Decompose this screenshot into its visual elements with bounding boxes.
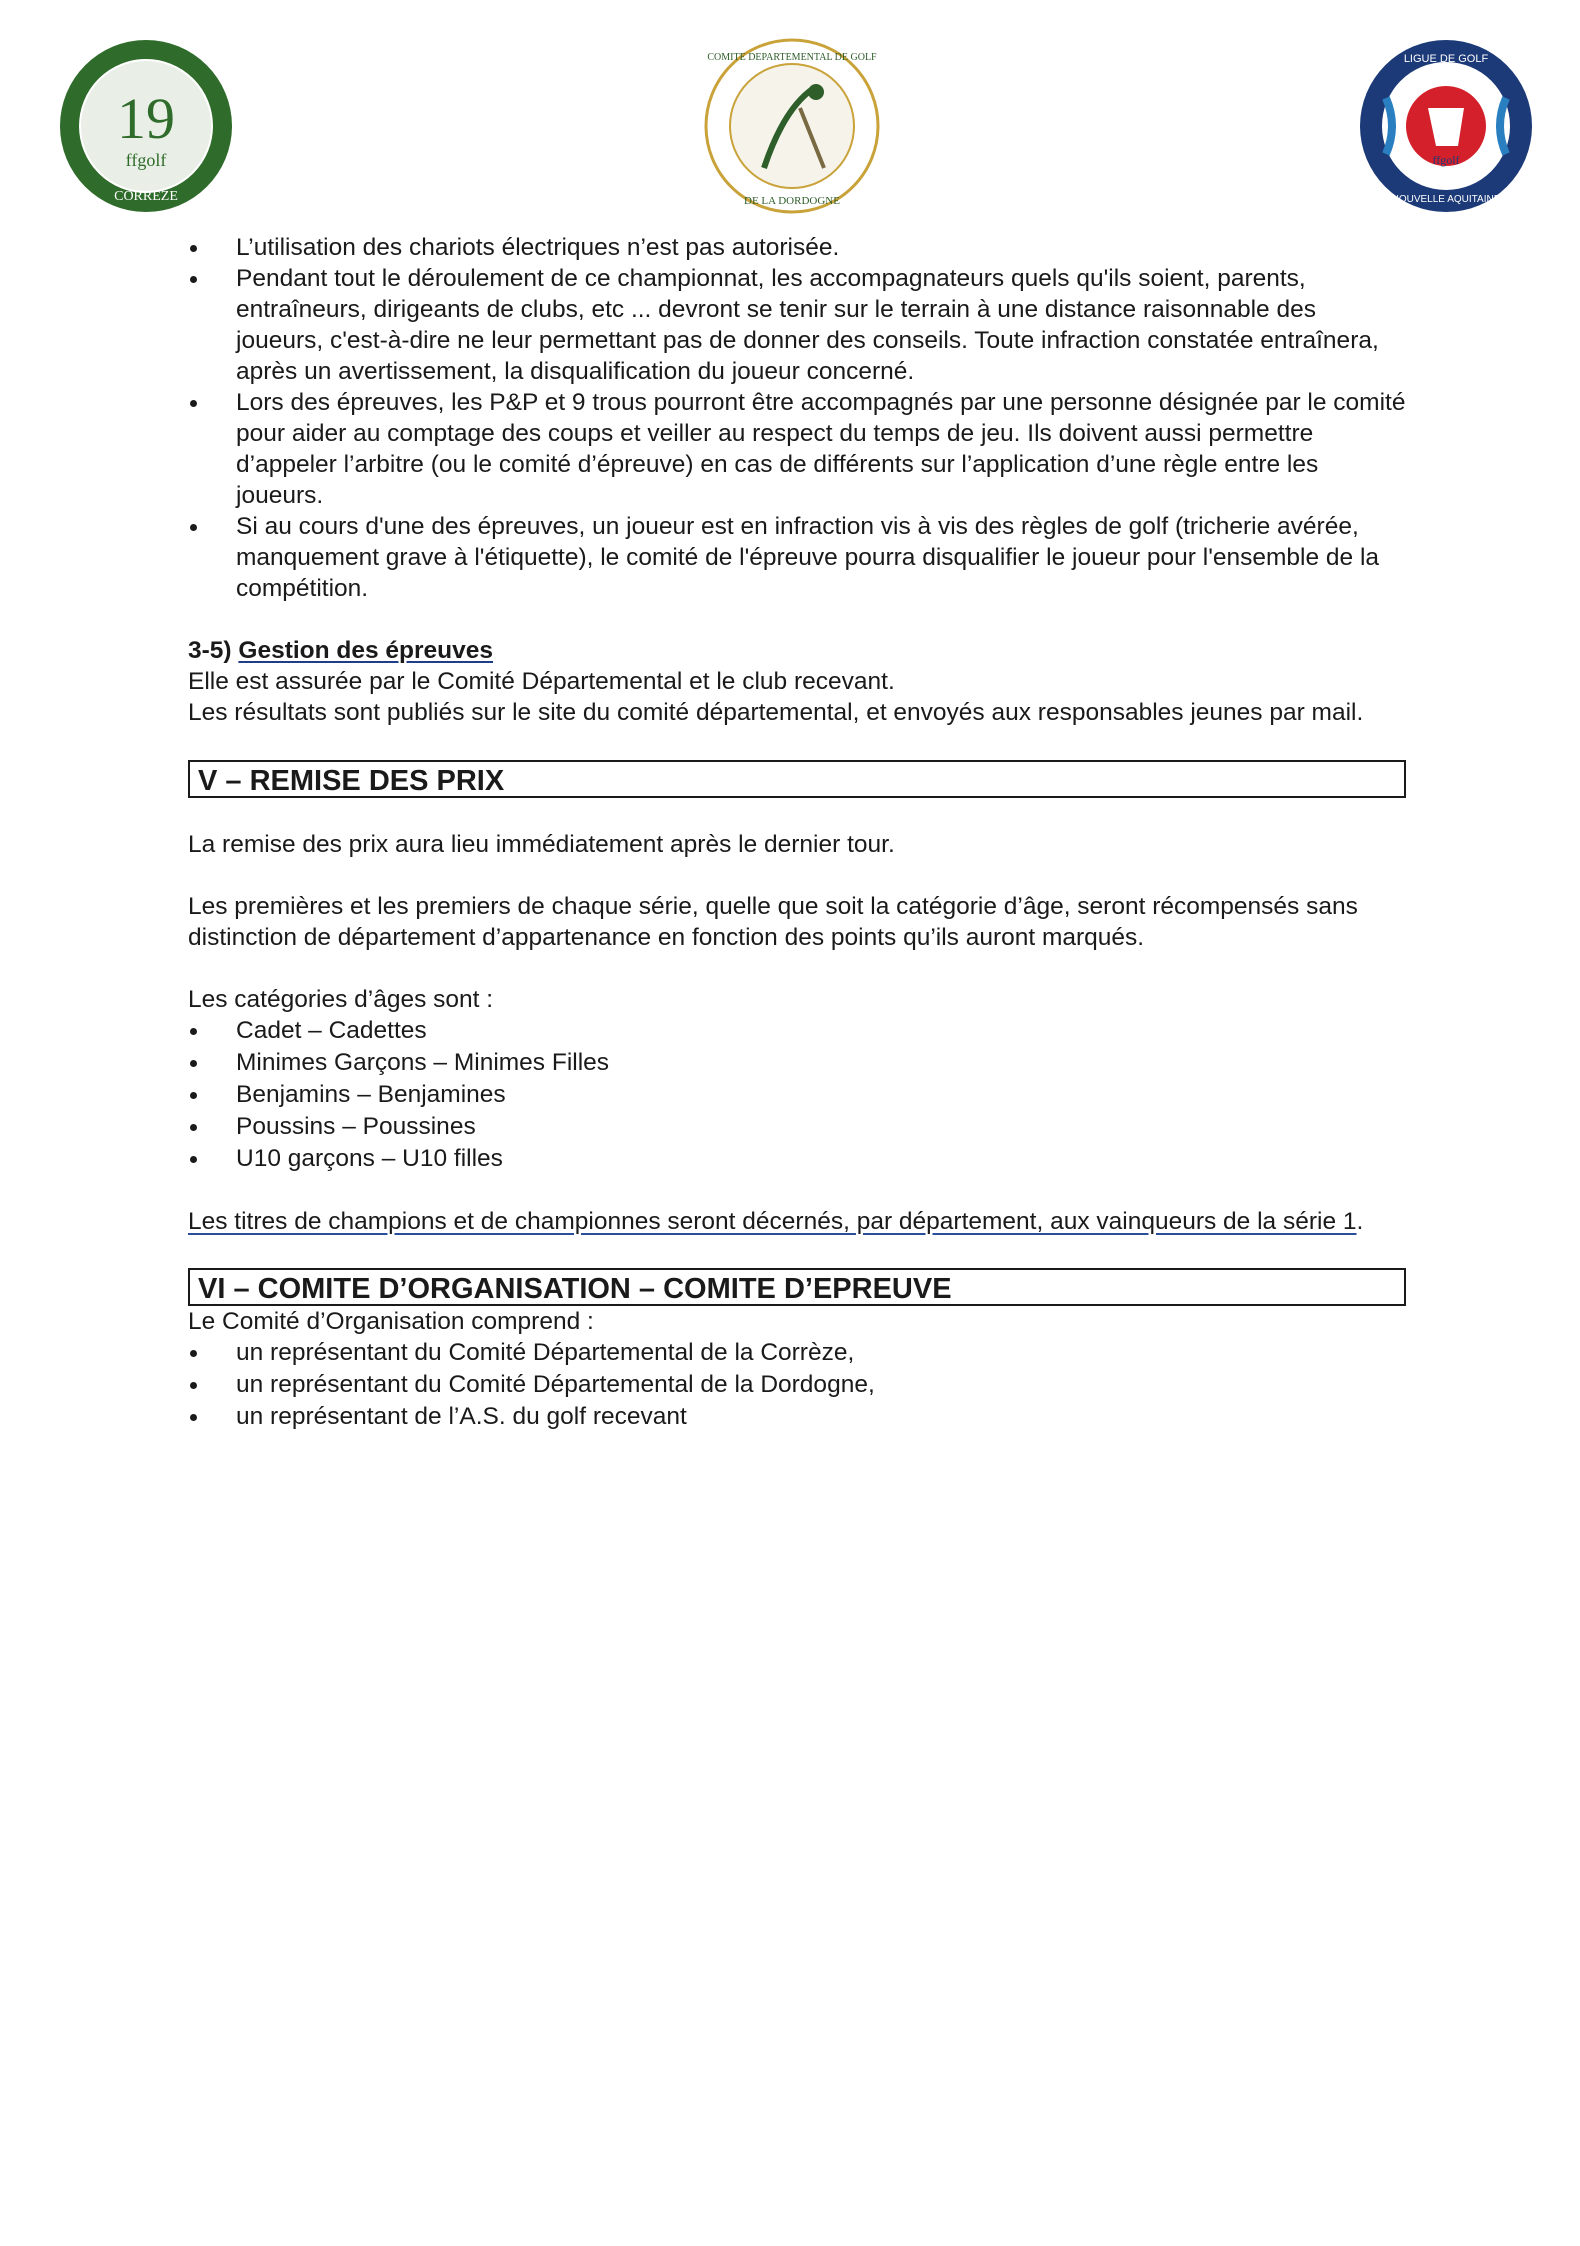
- paragraph: Les catégories d’âges sont :: [188, 986, 494, 1013]
- logo-dordogne-bottom: DE LA DORDOGNE: [744, 195, 840, 207]
- subsection-title: Gestion des épreuves: [238, 637, 494, 664]
- list-item: un représentant de l’A.S. du golf recevant: [188, 1401, 1406, 1433]
- section-heading-remise-des-prix: V – REMISE DES PRIX: [188, 760, 1406, 798]
- list-item: L’utilisation des chariots électriques n’est pas autorisée.: [188, 232, 1406, 263]
- list-item: Minimes Garçons – Minimes Filles: [188, 1047, 1406, 1079]
- subsection-number: 3-5): [188, 637, 232, 664]
- paragraph: La remise des prix aura lieu immédiatement après le dernier tour.: [188, 831, 895, 858]
- members-list: [188, 1337, 1406, 1433]
- section-heading-comite: VI – COMITE D’ORGANISATION – COMITE D’EPREUVE: [188, 1268, 1406, 1306]
- paragraph: Le Comité d’Organisation comprend :: [188, 1308, 594, 1335]
- list-item: Poussins – Poussines: [188, 1111, 1406, 1143]
- logo-ligue: [1358, 38, 1534, 214]
- logo-ligue-bottom: NOUVELLE AQUITAINE: [1391, 194, 1501, 205]
- logo-correze-number: 19: [117, 86, 175, 151]
- logo-correze-brand: ffgolf: [125, 150, 167, 170]
- titles-link-text[interactable]: Les titres de champions et de championnes seront décernés, par département, aux vainqueurs de la série 1: [188, 1208, 1357, 1235]
- logo-ligue-brand: ffgolf: [1432, 153, 1460, 167]
- rules-bullet-list: [188, 232, 1406, 604]
- list-item: un représentant du Comité Départemental de la Corrèze,: [188, 1337, 1406, 1369]
- logo-ligue-top: LIGUE DE GOLF: [1403, 53, 1489, 65]
- logo-correze-bottom: CORREZE: [114, 189, 178, 204]
- list-item: Benjamins – Benjamines: [188, 1079, 1406, 1111]
- logo-dordogne-ring: COMITE DEPARTEMENTAL DE GOLF: [707, 52, 877, 63]
- subsection-heading: [188, 635, 1406, 666]
- list-item: Cadet – Cadettes: [188, 1015, 1406, 1047]
- paragraph: Les premières et les premiers de chaque série, quelle que soit la catégorie d’âge, seront récompensés sans distinction de département d’appartenance en fonction des points qu’ils auront marqués.: [188, 893, 1358, 951]
- paragraph: Les résultats sont publiés sur le site du comité départemental, et envoyés aux responsables jeunes par mail.: [188, 699, 1364, 726]
- logo-correze: [58, 38, 234, 214]
- titles-end: .: [1356, 1208, 1364, 1235]
- paragraph: Elle est assurée par le Comité Départemental et le club recevant.: [188, 668, 895, 695]
- list-item: Lors des épreuves, les P&P et 9 trous pourront être accompagnés par une personne désignée par le comité pour aider au comptage des coups et veiller au respect du temps de jeu. Ils doivent aussi permettre d’appeler l’arbitre (ou le comité d’épreuve) en cas de différents sur l’application d’une règle entre les joueurs.: [188, 387, 1406, 511]
- document-body: [188, 232, 1406, 1433]
- paragraph-titles: [188, 1206, 1406, 1237]
- list-item: Si au cours d'une des épreuves, un joueur est en infraction vis à vis des règles de golf (tricherie avérée, manquement grave à l'étiquette), le comité de l'épreuve pourra disqualifier le joueur pour l'ensemble de la compétition.: [188, 511, 1406, 604]
- list-item: Pendant tout le déroulement de ce championnat, les accompagnateurs quels qu'ils soient, parents, entraîneurs, dirigeants de clubs, etc ... devront se tenir sur le terrain à une distance raisonnable des joueurs, c'est-à-dire ne leur permettant pas de donner des conseils. Toute infraction constatée entraînera, après un avertissement, la disqualification du joueur concerné.: [188, 263, 1406, 387]
- logo-dordogne: [704, 38, 880, 214]
- categories-list: [188, 1015, 1406, 1175]
- list-item: un représentant du Comité Départemental de la Dordogne,: [188, 1369, 1406, 1401]
- list-item: U10 garçons – U10 filles: [188, 1143, 1406, 1175]
